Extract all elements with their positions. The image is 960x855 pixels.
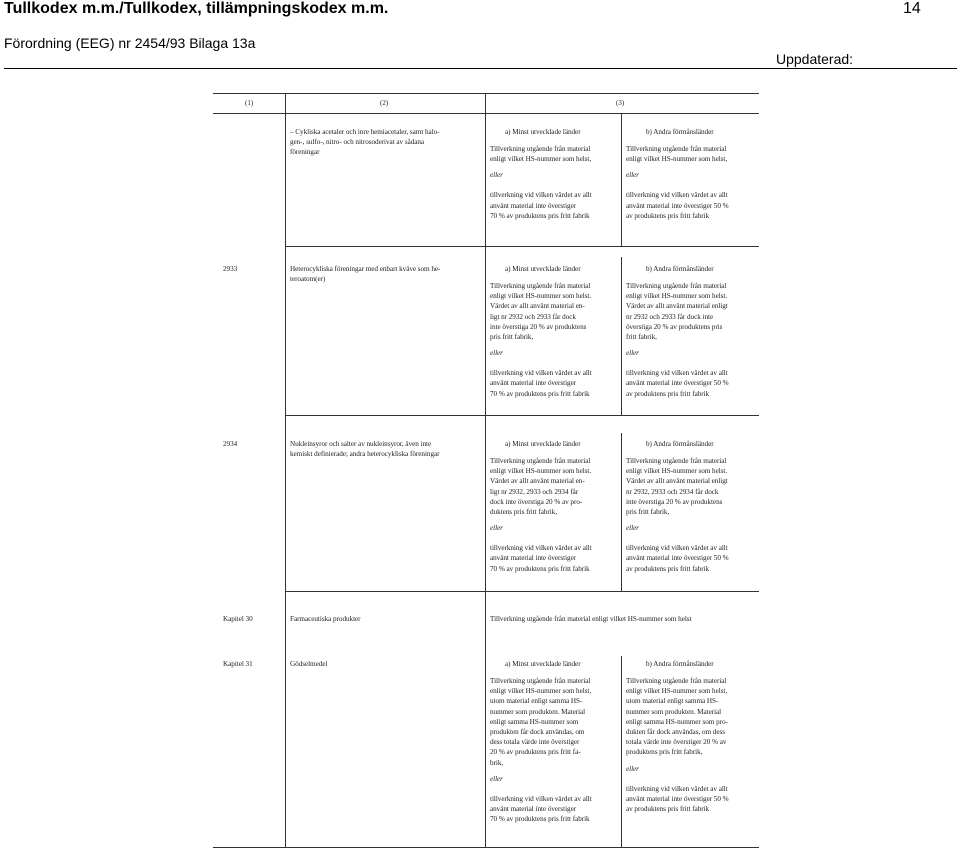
row-description-line: Farmaceutiska produkter [290,615,361,623]
col-a-text-line: produkten får dock användas, om [490,728,585,736]
col-b-eller: eller [626,349,639,358]
col-b-alt-line: tillverkning vid vilken värdet av allt [626,191,728,200]
row-code: Kapitel 30 [223,615,253,623]
column-separator [621,257,622,415]
col-a-alt-line: använt material inte överstiger [490,379,577,388]
col-a-text-line: Tillverkning utgående från material [490,457,591,465]
col-b-alt-line: tillverkning vid vilken värdet av allt [626,369,728,378]
table-header-rule [213,113,759,114]
col-b-text-line: fritt fabrik, [626,333,657,341]
col-b-text-line: Tillverkning utgående från material [626,282,727,290]
column-separator [485,93,486,848]
col-b-alt-line: använt material inte överstiger 50 % [626,201,729,210]
col-a-text-line: nummer som produkten. Material [490,707,586,716]
table-top-rule [213,93,759,94]
col-b-text-line: Värdet av allt använt material enligt [626,302,728,311]
row-description-line: Heterocykliska föreningar med enbart kväve som he- [290,265,441,273]
row-description-line: kemiskt definierade; andra heterocykliska föreningar [290,450,440,459]
col-a-alt-line: använt material inte överstiger [490,554,577,563]
col-a-text-line: Tillverkning utgående från material [490,282,591,290]
col-a-alt-line: 70 % av produktens pris fritt fabrik [490,211,590,220]
col-b-text-line: enligt vilket HS-nummer som helst. [626,467,728,476]
col-a-eller: eller [490,524,503,533]
document-title: Tullkodex m.m./Tullkodex, tillämpningskodex m.m. [4,0,389,17]
row-code: 2934 [223,440,238,448]
col-b-eller: eller [626,524,639,533]
column-separator [621,656,622,848]
col-a-alt-line: 70 % av produktens pris fritt fabrik [490,815,590,824]
col-a-text-line: ligt nr 2932 och 2933 får dock [490,312,576,321]
col-b-text-line: enligt vilket HS-nummer som helst, [626,155,728,164]
updated-label: Uppdaterad: [776,51,854,67]
page-number: 14 [903,0,921,17]
col-b-text-line: Värdet av allt använt material enligt [626,477,728,486]
col-b-alt-line: använt material inte överstiger 50 % [626,794,729,803]
col-a-text-line: enligt vilket HS-nummer som helst, [490,155,592,164]
col-b-heading: b) Andra förmånsländer [646,440,714,448]
rule-text: Tillverkning utgående från material enligt vilket HS-nummer som helst [490,615,692,623]
col-a-text-line: brik, [490,758,504,767]
col-a-text-line: enligt vilket HS-nummer som helst, [490,687,592,696]
col-a-eller: eller [490,349,503,358]
col-a-text-line: Värdet av allt använt material en- [490,302,585,311]
col-b-text-line: Tillverkning utgående från material [626,457,727,465]
col-b-text-line: Tillverkning utgående från material [626,677,727,685]
row-separator [285,591,759,592]
row-separator [285,246,759,247]
col-b-text-line: enligt vilket HS-nummer som helst. [626,292,728,301]
col-a-text-line: dess totala värde inte överstiger [490,738,580,747]
col-a-text-line: dock inte överstiga 20 % av pro- [490,497,583,506]
col-b-alt-line: använt material inte överstiger 50 % [626,554,729,563]
scanned-rules-table [213,93,759,848]
row-description-line: Nukleinsyror och salter av nukleinsyror, även inte [290,440,432,448]
col-a-text-line: duktens pris fritt fabrik, [490,508,557,516]
col-b-text-line: dukten får dock användas, om dess [626,728,725,736]
col-b-alt-line: av produktens pris fritt fabrik [626,564,710,573]
col-b-text-line: utom material enligt samma HS- [626,697,719,706]
row-code: 2933 [223,265,238,273]
col-a-heading: a) Minst utvecklade länder [505,265,581,273]
column-separator [285,93,286,848]
row-description-line: – Cykliska acetaler och inre hemiacetaler, samt halo- [290,128,440,136]
column-separator [621,433,622,591]
col-b-text-line: nr 2932, 2933 och 2934 får dock [626,487,719,496]
col-a-text-line: Värdet av allt använt material en- [490,477,585,486]
col-b-text-line: överstiga 20 % av produktens pris [626,322,723,331]
col-b-alt-line: tillverkning vid vilken värdet av allt [626,544,728,553]
col-b-heading: b) Andra förmånsländer [646,660,714,668]
col-b-alt-line: tillverkning vid vilken värdet av allt [626,784,728,793]
row-separator [285,415,759,416]
table-bottom-rule [213,847,759,848]
col-a-text-line: inte överstiga 20 % av produktens [490,322,587,331]
col-a-heading: a) Minst utvecklade länder [505,440,581,448]
col-b-alt-line: av produktens pris fritt fabrik [626,805,710,813]
col-a-alt-line: 70 % av produktens pris fritt fabrik [490,389,590,398]
column-header-1: (1) [245,99,254,107]
col-a-alt-line: använt material inte överstiger [490,201,577,210]
col-a-text-line: enligt samma HS-nummer som [490,717,579,726]
row-description-line: föreningar [290,148,320,157]
col-b-text-line: nummer som produkten. Material [626,707,722,716]
col-b-text-line: nr 2932 och 2933 får dock inte [626,312,714,321]
col-b-text-line: inte överstiga 20 % av produktens [626,497,723,506]
column-separator [621,113,622,246]
col-a-text-line: Tillverkning utgående från material [490,677,591,685]
col-a-alt-line: tillverkning vid vilken värdet av allt [490,544,592,553]
row-description-line: gen-, sulfo-, nitro- och nitrosoderivat av sådana [290,138,425,147]
regulation-reference: Förordning (EEG) nr 2454/93 Bilaga 13a [4,35,256,51]
row-code: Kapitel 31 [223,660,253,668]
col-a-text-line: 20 % av produktens pris fritt fa- [490,748,581,757]
col-a-text-line: enligt vilket HS-nummer som helst. [490,292,592,301]
col-b-heading: b) Andra förmånsländer [646,265,714,273]
col-a-text-line: pris fritt fabrik, [490,333,534,341]
col-a-alt-line: tillverkning vid vilken värdet av allt [490,794,592,803]
col-b-eller: eller [626,764,639,773]
col-b-text-line: enligt samma HS-nummer som pro- [626,717,728,726]
col-a-heading: a) Minst utvecklade länder [505,660,581,668]
header-divider [4,68,957,69]
col-a-alt-line: 70 % av produktens pris fritt fabrik [490,564,590,573]
col-a-text-line: enligt vilket HS-nummer som helst. [490,467,592,476]
row-description-line: teroatom(er) [290,275,326,284]
col-a-eller: eller [490,774,503,783]
col-a-text-line: Tillverkning utgående från material [490,145,591,153]
col-a-alt-line: tillverkning vid vilken värdet av allt [490,369,592,378]
col-b-text-line: produktens pris fritt fabrik, [626,748,703,757]
col-a-text-line: utom material enligt samma HS- [490,697,583,706]
col-b-text-line: totala värde inte överstiger 20 % av [626,738,727,747]
col-a-heading: a) Minst utvecklade länder [505,128,581,136]
column-header-2: (2) [380,99,389,107]
col-a-text-line: ligt nr 2932, 2933 och 2934 får [490,487,579,496]
col-b-heading: b) Andra förmånsländer [646,128,714,136]
row-description-line: Gödselmedel [290,660,328,668]
column-header-3: (3) [616,99,625,107]
col-b-text-line: Tillverkning utgående från material [626,145,727,153]
col-b-eller: eller [626,171,639,180]
col-b-alt-line: av produktens pris fritt fabrik [626,389,710,398]
col-b-text-line: enligt vilket HS-nummer som helst, [626,687,728,696]
col-a-alt-line: använt material inte överstiger [490,805,577,813]
col-a-alt-line: tillverkning vid vilken värdet av allt [490,191,592,200]
col-b-text-line: pris fritt fabrik, [626,508,670,516]
col-b-alt-line: av produktens pris fritt fabrik [626,211,710,220]
col-b-alt-line: använt material inte överstiger 50 % [626,379,729,388]
col-a-eller: eller [490,171,503,180]
